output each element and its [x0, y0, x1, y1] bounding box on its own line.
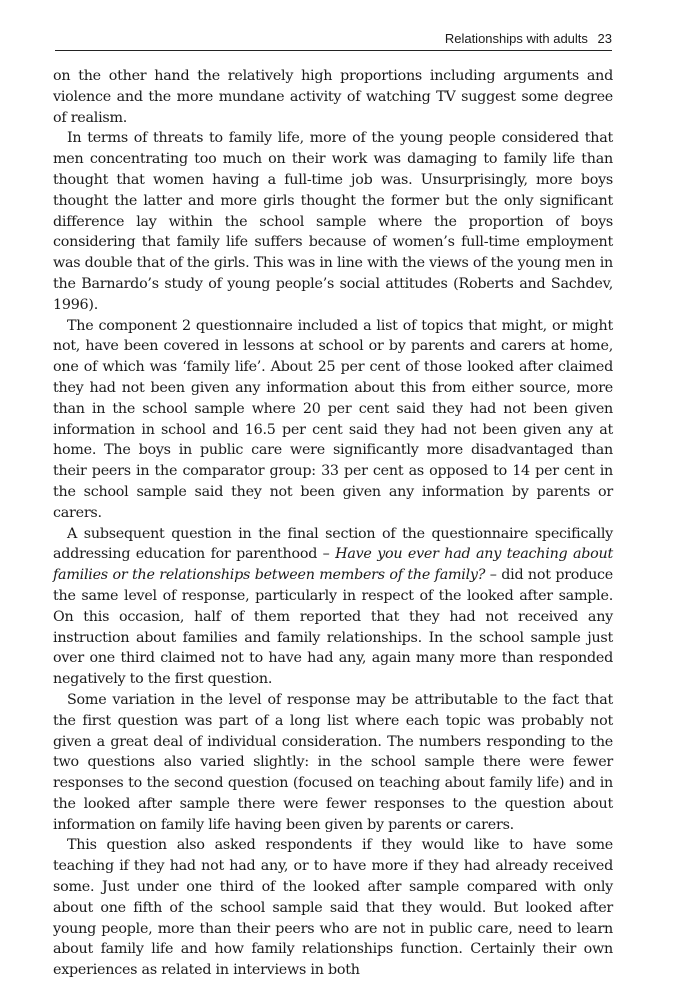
paragraph-threats-to-family-life: In terms of threats to family life, more of the young people considered that men concentrating too much on their work was damaging to family life than thought that women having a full-time job was. Unsurprisingly, more boys thought the latter and more girls thought the former but the only significant difference lay within the school sample where the proportion of boys considering that family life suffers because of women’s full-time employment was double that of the girls. This was in line with the views of the young men in the Barnardo’s study of young people’s social attitudes (Roberts and Sachdev, 1996).	[53, 130, 613, 313]
quoted-question: Have you ever had any teaching about families or the relationships between members of the family?	[53, 546, 613, 584]
paragraph-response-variation: Some variation in the level of response may be attributable to the fact that the first question was part of a long list where each topic was probably not given a great deal of individual consideration. The numbers responding to the two questions also varied slightly: in the school sample there were fewer responses to the second question (focused on teaching about family life) and in the looked after sample there were fewer responses to the question about information on family life having been given by parents or carers.	[53, 691, 613, 833]
paragraph-text: – did not produce the same level of response, particularly in respect of the looked after sample. On this occasion, half of them reported that they had not received any instruction about families and family relationships. In the school sample just over one third claimed not to have had any, again many more than responded negatively to the first question.	[53, 567, 613, 688]
paragraph-component-2-questionnaire: The component 2 questionnaire included a list of topics that might, or might not, have been covered in lessons at school or by parents and carers at home, one of which was ‘family life’. About 25 per cent of those looked after claimed they had not been given any information about this from either source, more than in the school sample where 20 per cent said they had not been given information in school and 16.5 per cent said they had not been given any at home. The boys in public care were significantly more disadvantaged than their peers in the comparator group: 33 per cent as opposed to 14 per cent in the school sample said they not been given any information by parents or carers.	[53, 317, 613, 521]
running-head	[55, 30, 612, 51]
page-number: 23	[597, 31, 612, 46]
paragraph-education-for-parenthood	[53, 524, 613, 690]
paragraph-text: A subsequent question in the final section of the questionnaire specifically addressing education for parenthood –	[53, 525, 613, 563]
paragraph-continuation: on the other hand the relatively high proportions including arguments and violence and the more mundane activity of watching TV suggest some degree of realism.	[53, 68, 613, 126]
page-body	[53, 66, 613, 981]
running-title: Relationships with adults	[444, 31, 588, 46]
paragraph-wanting-teaching: This question also asked respondents if they would like to have some teaching if they had not had any, or to have more if they had already received some. Just under one third of the looked after sample compared with only about one fifth of the school sample said that they would. But looked after young people, more than their peers who are not in public care, need to learn about family life and how family relationships function. Certainly their own experiences as related in interviews in both	[53, 837, 613, 979]
